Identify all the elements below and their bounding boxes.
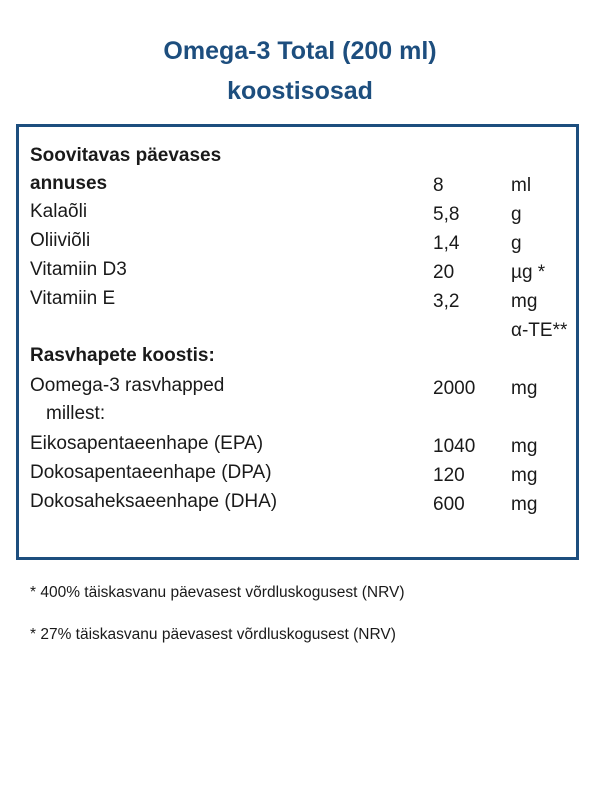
footnote: * 27% täiskasvanu päevasest võrdluskogusest (NRV) (30, 626, 396, 643)
ingredient-amount: 3,2 (433, 291, 460, 312)
fatty-acid-name: Dokosapentaeenhape (DPA) (30, 462, 272, 483)
fatty-acid-name: Eikosapentaeenhape (EPA) (30, 433, 264, 454)
ingredient-unit: µg * (511, 262, 546, 283)
ingredient-unit: g (511, 204, 522, 225)
fatty-acid-total-name: Oomega-3 rasvhapped (30, 375, 225, 396)
fatty-acid-unit: mg (511, 494, 538, 515)
ingredient-name: Kalaõli (30, 201, 88, 222)
page-title: Omega-3 Total (200 ml) (163, 37, 437, 65)
dose-amount: 8 (433, 175, 444, 196)
fatty-acid-amount: 120 (433, 465, 465, 486)
fatty-acid-total-unit: mg (511, 378, 538, 399)
dose-unit: ml (511, 175, 532, 196)
fatty-acid-total-amount: 2000 (433, 378, 476, 399)
fatty-acid-total-sub: millest: (46, 403, 106, 424)
ingredient-amount: 5,8 (433, 204, 460, 225)
fatty-acid-amount: 600 (433, 494, 465, 515)
footnote: * 400% täiskasvanu päevasest võrdluskogusest (NRV) (30, 584, 405, 601)
fatty-acid-unit: mg (511, 436, 538, 457)
page-subtitle: koostisosad (227, 77, 373, 105)
dose-heading-line1: Soovitavas päevases (30, 145, 222, 166)
ingredient-name: Oliiviõli (30, 230, 91, 251)
fatty-acid-unit: mg (511, 465, 538, 486)
dose-heading-line2: annuses (30, 173, 108, 194)
ingredient-unit: mg (511, 291, 538, 312)
ingredient-name: Vitamiin E (30, 288, 116, 309)
ingredient-amount: 20 (433, 262, 455, 283)
fatty-acids-heading: Rasvhapete koostis: (30, 345, 215, 366)
ingredient-unit-line2: α-TE** (511, 320, 568, 341)
ingredient-amount: 1,4 (433, 233, 460, 254)
ingredient-name: Vitamiin D3 (30, 259, 127, 280)
fatty-acid-amount: 1040 (433, 436, 476, 457)
ingredient-unit: g (511, 233, 522, 254)
fatty-acid-name: Dokosaheksaeenhape (DHA) (30, 491, 278, 512)
